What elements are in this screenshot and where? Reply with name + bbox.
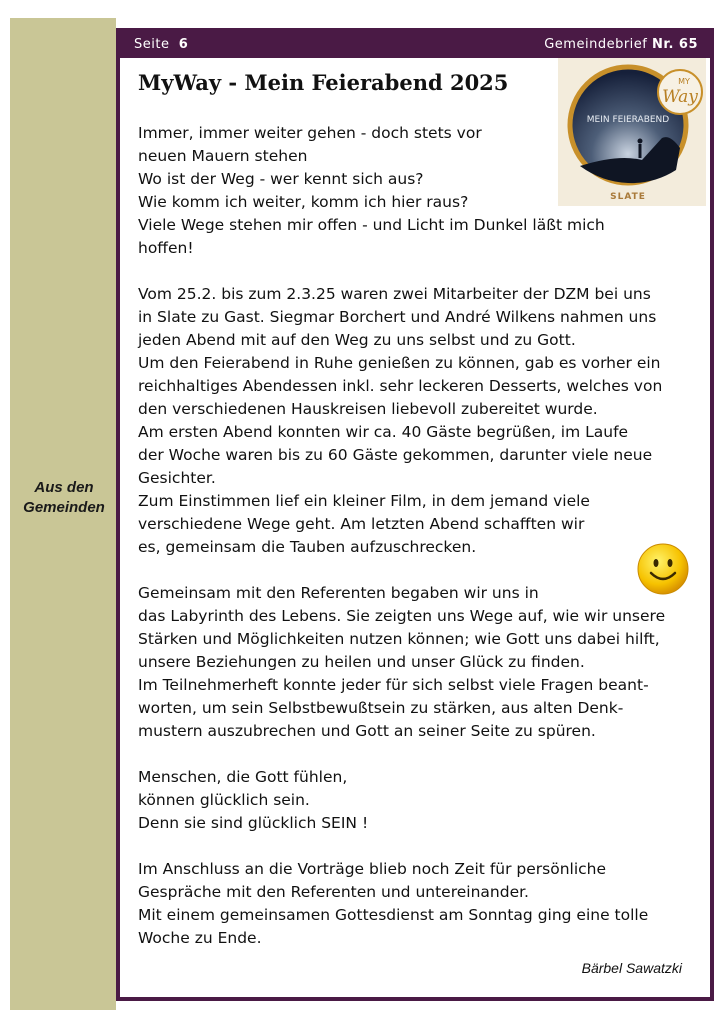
paragraph-line: unsere Beziehungen zu heilen und unser Glück zu finden. bbox=[138, 653, 585, 671]
page-number: Seite 6 bbox=[134, 37, 189, 52]
paragraph-line: Zum Einstimmen lief ein kleiner Film, in dem jemand viele bbox=[138, 492, 590, 510]
paragraph-line: worten, um sein Selbstbewußtsein zu stärken, aus alten Denk- bbox=[138, 699, 624, 717]
logo-badge-my: MY bbox=[678, 77, 690, 86]
poem-line: Wie komm ich weiter, komm ich hier raus? bbox=[138, 193, 469, 211]
paragraph-line: reichhaltiges Abendessen inkl. sehr leckeren Desserts, welches von bbox=[138, 377, 663, 395]
poem-line: hoffen! bbox=[138, 239, 194, 257]
article-frame bbox=[116, 28, 714, 1001]
paragraph-line: den verschiedenen Hauskreisen liebevoll zubereitet wurde. bbox=[138, 400, 598, 418]
paragraph-line: Woche zu Ende. bbox=[138, 929, 262, 947]
paragraph-line: Mit einem gemeinsamen Gottesdienst am Sonntag ging eine tolle bbox=[138, 906, 649, 924]
quote-line: Menschen, die Gott fühlen, bbox=[138, 768, 348, 786]
author-signature: Bärbel Sawatzki bbox=[581, 960, 682, 976]
paragraph-line: mustern auszubrechen und Gott an seiner Seite zu spüren. bbox=[138, 722, 596, 740]
paragraph-line: das Labyrinth des Lebens. Sie zeigten uns Wege auf, wie wir unsere bbox=[138, 607, 666, 625]
poem-line: neuen Mauern stehen bbox=[138, 147, 308, 165]
paragraph-line: Vom 25.2. bis zum 2.3.25 waren zwei Mitarbeiter der DZM bei uns bbox=[138, 285, 651, 303]
page-header bbox=[120, 32, 710, 58]
paragraph-line: Gesichter. bbox=[138, 469, 216, 487]
paragraph-line: verschiedene Wege geht. Am letzten Abend schafften wir bbox=[138, 515, 585, 533]
paragraph-line: in Slate zu Gast. Siegmar Borchert und André Wilkens nahmen uns bbox=[138, 308, 657, 326]
quote-line: Denn sie sind glücklich SEIN ! bbox=[138, 814, 369, 832]
smiley-icon bbox=[636, 542, 690, 596]
logo-badge-way: Way bbox=[662, 87, 698, 107]
logo-footer-text: SLATE bbox=[610, 192, 646, 202]
paragraph-line: Im Anschluss an die Vorträge blieb noch Zeit für persönliche bbox=[138, 860, 607, 878]
paragraph-line: Am ersten Abend konnten wir ca. 40 Gäste begrüßen, im Laufe bbox=[138, 423, 629, 441]
poem-line: Wo ist der Weg - wer kennt sich aus? bbox=[138, 170, 424, 188]
paragraph-line: Um den Feierabend in Ruhe genießen zu können, gab es vorher ein bbox=[138, 354, 661, 372]
paragraph-line: es, gemeinsam die Tauben aufzuschrecken. bbox=[138, 538, 477, 556]
paragraph-line: der Woche waren bis zu 60 Gäste gekommen, darunter viele neue bbox=[138, 446, 653, 464]
article-body bbox=[138, 122, 706, 950]
paragraph-line: Gemeinsam mit den Referenten begaben wir uns in bbox=[138, 584, 539, 602]
logo-circle-text: MEIN FEIERABEND bbox=[586, 115, 670, 125]
paragraph-line: Gespräche mit den Referenten und untereinander. bbox=[138, 883, 529, 901]
section-label: Aus den Gemeinden bbox=[23, 479, 105, 516]
poem-line: Viele Wege stehen mir offen - und Licht im Dunkel läßt mich bbox=[138, 216, 605, 234]
paragraph-line: jeden Abend mit auf den Weg zu uns selbst und zu Gott. bbox=[138, 331, 576, 349]
paragraph-line: Im Teilnehmerheft konnte jeder für sich selbst viele Fragen beant- bbox=[138, 676, 649, 694]
paragraph-line: Stärken und Möglichkeiten nutzen können; wie Gott uns dabei hilft, bbox=[138, 630, 660, 648]
poem-line: Immer, immer weiter gehen - doch stets vor bbox=[138, 124, 482, 142]
issue-label: Gemeindebrief Nr. 65 bbox=[544, 37, 698, 52]
article-title: MyWay - Mein Feierabend 2025 bbox=[138, 70, 509, 95]
quote-line: können glücklich sein. bbox=[138, 791, 310, 809]
